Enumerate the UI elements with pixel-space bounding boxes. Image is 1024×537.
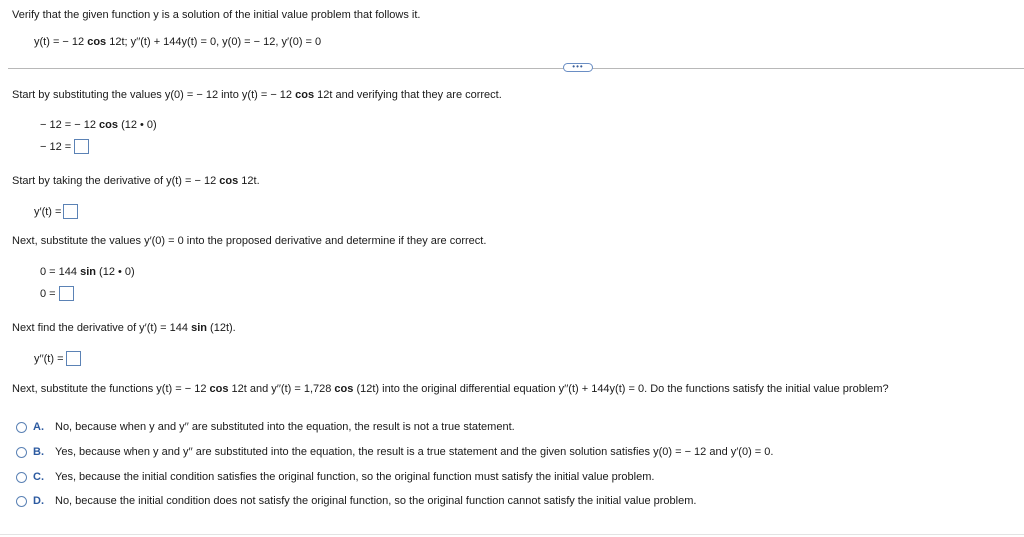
section-divider	[8, 68, 1024, 69]
step3-instruction: Next, substitute the values y′(0) = 0 into the proposed derivative and determine if they are correct.	[12, 235, 487, 247]
choice-d[interactable]	[16, 495, 696, 507]
problem-y-pre: y(t) = − 12	[34, 36, 88, 48]
choice-b-radio[interactable]	[16, 447, 27, 458]
step1-cos: cos	[295, 89, 315, 101]
step1-eq1-rhs-a: − 12	[74, 119, 100, 131]
step3-equation-2	[40, 286, 74, 301]
bottom-divider	[0, 534, 1024, 535]
more-options-button[interactable]: •••	[563, 63, 593, 72]
step5-mid: 12t and y′′(t) = 1,728	[228, 383, 335, 395]
step5-pre: Next, substitute the functions y(t) = − 12	[12, 383, 210, 395]
choice-d-letter: D.	[33, 495, 44, 507]
step3-eq1-lhs: 0 =	[40, 266, 56, 278]
choice-c-letter: C.	[33, 471, 44, 483]
step2-pre: Start by taking the derivative of y(t) = − 12	[12, 175, 220, 187]
choice-a-text: No, because when y and y′′ are substituted into the equation, the result is not a true statement.	[55, 421, 515, 433]
choice-d-radio[interactable]	[16, 496, 27, 507]
problem-y-post: 12t; y′′(t) + 144y(t) = 0, y(0) = − 12, y′(0) = 0	[106, 36, 322, 48]
step1-eq2-lhs: − 12 =	[40, 140, 72, 153]
choice-b-text: Yes, because when y and y′′ are substituted into the equation, the result is a true statement and the given solution satisfies y(0) = − 12 and y′(0) = 0.	[55, 446, 774, 458]
step3-eq1-rhs-b: (12 • 0)	[96, 266, 135, 278]
step2-answer-input[interactable]	[63, 204, 78, 219]
step3-eq1-sin: sin	[80, 266, 96, 278]
choice-a[interactable]	[16, 421, 515, 433]
step2-lhs: y′(t) =	[34, 205, 62, 218]
problem-statement	[34, 36, 321, 48]
step3-answer-input[interactable]	[59, 286, 74, 301]
choice-b[interactable]	[16, 446, 773, 458]
step4-sin: sin	[191, 322, 207, 334]
step5-cos2: cos	[334, 383, 354, 395]
step4-lhs: y′′(t) =	[34, 352, 64, 365]
choice-c[interactable]	[16, 471, 654, 483]
step1-eq1-cos: cos	[99, 119, 119, 131]
choice-c-text: Yes, because the initial condition satisfies the original function, so the original function must satisfy the initial value problem.	[55, 471, 655, 483]
step1-post: 12t and verifying that they are correct.	[314, 89, 502, 101]
step3-equation-1	[40, 266, 135, 278]
choice-c-radio[interactable]	[16, 472, 27, 483]
step5-question	[12, 383, 889, 395]
step5-post: (12t) into the original differential equation y′′(t) + 144y(t) = 0. Do the functions satisfy the initial value problem?	[353, 383, 889, 395]
choice-a-letter: A.	[33, 421, 44, 433]
problem-cos: cos	[87, 36, 107, 48]
step4-answer-input[interactable]	[66, 351, 81, 366]
step4-post: (12t).	[206, 322, 236, 334]
step1-eq1-rhs-b: (12 • 0)	[118, 119, 157, 131]
step4-pre: Next find the derivative of y′(t) = 144	[12, 322, 192, 334]
problem-prompt: Verify that the given function y is a solution of the initial value problem that follows it.	[12, 9, 421, 21]
step1-instruction	[12, 89, 502, 101]
step1-equation-2	[40, 139, 89, 154]
step1-pre: Start by substituting the values y(0) = − 12 into y(t) = − 12	[12, 89, 296, 101]
choice-b-letter: B.	[33, 446, 44, 458]
step3-eq1-rhs-a: 144	[58, 266, 81, 278]
step1-eq1-lhs: − 12 =	[40, 119, 72, 131]
step5-cos1: cos	[209, 383, 229, 395]
step2-cos: cos	[219, 175, 239, 187]
step1-equation-1	[40, 119, 157, 131]
step4-equation	[34, 351, 81, 366]
step3-eq2-lhs: 0 =	[40, 287, 56, 300]
step1-answer-input[interactable]	[74, 139, 89, 154]
step2-post: 12t.	[238, 175, 260, 187]
choice-d-text: No, because the initial condition does not satisfy the original function, so the original function cannot satisfy the initial value problem.	[55, 495, 697, 507]
step2-equation	[34, 204, 78, 219]
step4-instruction	[12, 322, 236, 334]
step2-instruction	[12, 175, 260, 187]
choice-a-radio[interactable]	[16, 422, 27, 433]
